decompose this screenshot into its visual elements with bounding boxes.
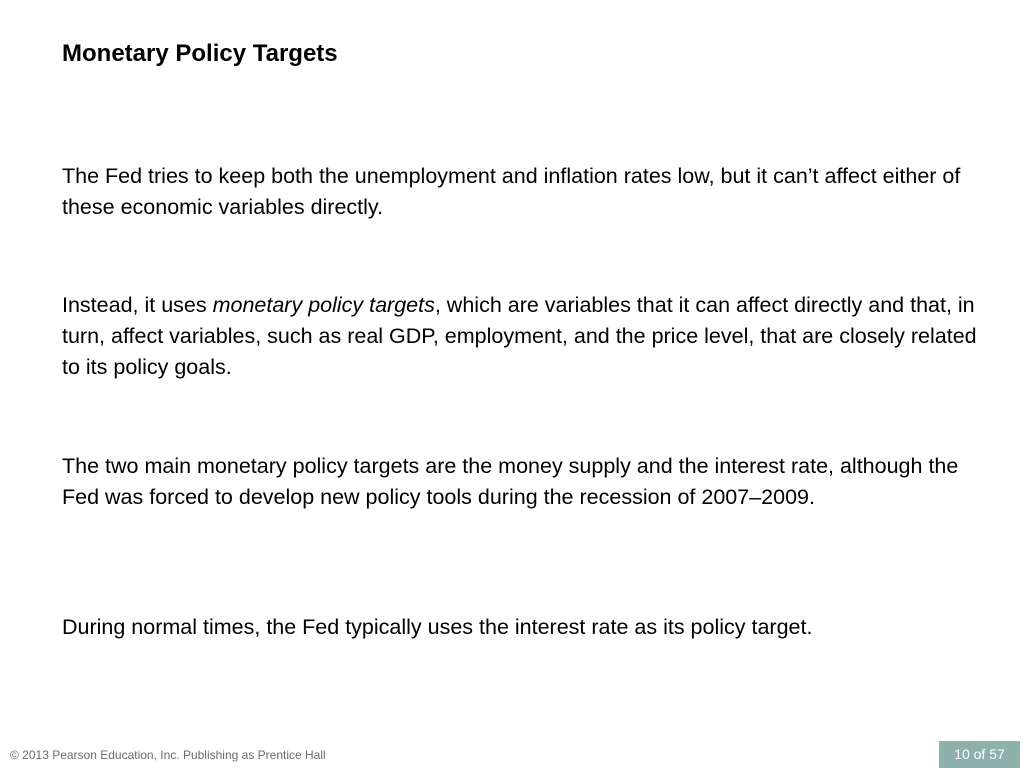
slide-title: Monetary Policy Targets xyxy=(62,40,338,67)
paragraph-text-before: Instead, it uses xyxy=(62,293,213,317)
paragraph-text-after: , which are variables that it can affect directly and that, in turn, affect variables, such as real GDP, employment, and the price level, that are closely related to its policy goals. xyxy=(62,293,977,379)
emphasized-term: monetary policy targets xyxy=(212,293,435,317)
paragraph-fed-goals: The Fed tries to keep both the unemployment and inflation rates low, but it can’t affect either of these economic variables directly. xyxy=(62,164,961,219)
footer-copyright: © 2013 Pearson Education, Inc. Publishing as Prentice Hall xyxy=(10,748,326,762)
paragraph-main-targets: The two main monetary policy targets are the money supply and the interest rate, although the Fed was forced to develop new policy tools during the recession of 2007–2009. xyxy=(62,454,959,509)
paragraph-normal-times: During normal times, the Fed typically uses the interest rate as its policy target. xyxy=(62,615,813,639)
paragraph-monetary-policy-targets xyxy=(62,290,997,383)
page-number-badge: 10 of 57 xyxy=(939,741,1020,768)
